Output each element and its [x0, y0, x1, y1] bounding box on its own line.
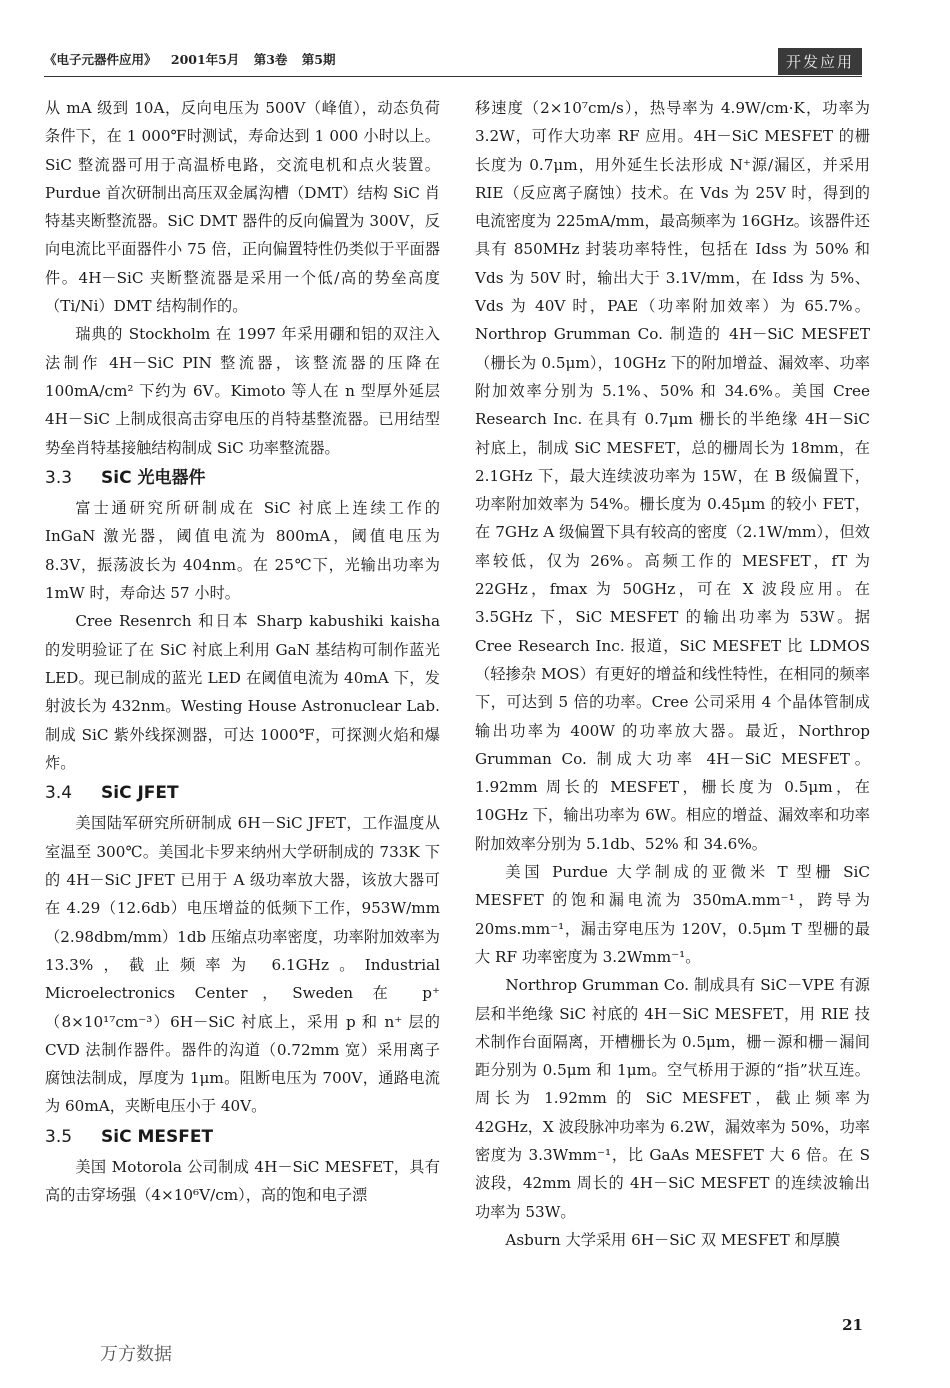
section-number: 3.3 — [45, 467, 73, 488]
paragraph: 美国 Purdue 大学制成的亚微米 T 型栅 SiC MESFET 的饱和漏电流为 350mA.mm⁻¹，跨导为 20ms.mm⁻¹，漏击穿电压为 120V，0.5μm T 型栅的最大 RF 功率密度为 3.2Wmm⁻¹。 — [475, 863, 870, 966]
watermark: 万方数据 — [100, 1344, 172, 1365]
paragraph: 美国陆军研究所研制成 6H－SiC JFET，工作温度从室温至 300℃。美国北卡罗来纳州大学研制成的 733K 下的 4H－SiC JFET 已用于 A 级功率放大器，该放大器可在 4.29（12.6db）电压增益的低频下工作，953W/mm（2.98dbm/mm）1db 压缩点功率密度，功率附加效率为 13.3%，截止频率为 6.1GHz。Industrial Microelectronics Center，Sweden 在 p⁺（8×10¹⁷cm⁻³）6H－SiC 衬底上，采用 p 和 n⁺ 层的 CVD 法制作器件。器件的沟道（0.72mm 宽）采用离子腐蚀法制成，厚度为 1μm。阻断电压为 700V，通路电流为 60mA，夹断电压小于 40V。 — [45, 814, 440, 1116]
section-tag: 开发应用 — [778, 48, 862, 75]
journal-date: 2001年5月 — [170, 52, 240, 67]
section-number: 3.4 — [45, 783, 73, 804]
left-column — [45, 94, 440, 1210]
header-rule — [44, 76, 862, 77]
paragraph: 从 mA 级到 10A，反向电压为 500V（峰值），动态负荷条件下，在 1 000℉时测试，寿命达到 1 000 小时以上。SiC 整流器可用于高温桥电路，交流电机和点火装置。Purdue 首次研制出高压双金属沟槽（DMT）结构 SiC 肖特基夹断整流器。SiC DMT 器件的反向偏置为 300V，反向电流比平面器件小 75 倍，正向偏置特性仍类似于平面器件。4H－SiC 夹断整流器是采用一个低/高的势垒高度（Ti/Ni）DMT 结构制作的。 — [45, 99, 440, 316]
section-number: 3.5 — [45, 1126, 73, 1147]
section-heading-3-5 — [45, 1121, 440, 1153]
journal-name: 《电子元器件应用》 — [44, 52, 157, 67]
paragraph: Cree Resenrch 和日本 Sharp kabushiki kaisha 的发明验证了在 SiC 衬底上利用 GaN 基结构可制作蓝光 LED。现已制成的蓝光 LED 在阈值电流为 40mA 下，发射波长为 432nm。Westing House Astronuclear Lab. 制成 SiC 紫外线探测器，可达 1000℉，可探测火焰和爆炸。 — [45, 612, 440, 772]
section-title: SiC 光电器件 — [101, 467, 206, 488]
journal-issue: 第5期 — [301, 52, 336, 67]
journal-header — [44, 50, 862, 68]
paragraph: 移速度（2×10⁷cm/s），热导率为 4.9W/cm·K，功率为 3.2W，可作大功率 RF 应用。4H－SiC MESFET 的栅长度为 0.7μm，用外延生长法形成 N⁺源/漏区，并采用 RIE（反应离子腐蚀）技术。在 Vds 为 25V 时，得到的电流密度为 225mA/mm，最高频率为 16GHz。该器件还具有 850MHz 封装功率特性，包括在 Idss 为 50% 和 Vds 为 50V 时，输出大于 3.1V/mm，在 Idss 为 5%、Vds 为 40V 时，PAE（功率附加效率）为 65.7%。Northrop Grumman Co. 制造的 4H－SiC MESFET（栅长为 0.5μm），10GHz 下的附加增益、漏效率、功率附加效率分别为 5.1%、50% 和 34.6%。美国 Cree Research Inc. 在具有 0.7μm 栅长的半绝缘 4H－SiC 衬底上，制成 SiC MESFET，总的栅周长为 18mm，在 2.1GHz 下，最大连续波功率为 15W，在 B 级偏置下，功率附加效率为 54%。栅长度为 0.45μm 的较小 FET，在 7GHz A 级偏置下具有较高的密度（2.1W/mm），但效率较低，仅为 26%。高频工作的 MESFET，fT 为 22GHz，fmax 为 50GHz，可在 X 波段应用。在 3.5GHz 下，SiC MESFET 的输出功率为 53W。据 Cree Research Inc. 报道，SiC MESFET 比 LDMOS（轻掺杂 MOS）有更好的增益和线性特性，在相同的频率下，可达到 5 倍的功率。Cree 公司采用 4 个晶体管制成输出功率为 400W 的功率放大器。最近，Northrop Grumman Co. 制成大功率 4H－SiC MESFET。1.92mm 周长的 MESFET，栅长度为 0.5μm，在 10GHz 下，输出功率为 6W。相应的增益、漏效率和功率附加效率分别为 5.1db、52% 和 34.6%。 — [475, 99, 870, 853]
section-title: SiC MESFET — [101, 1126, 214, 1147]
paragraph: Asburn 大学采用 6H－SiC 双 MESFET 和厚膜 — [505, 1230, 841, 1249]
section-title: SiC JFET — [101, 783, 179, 804]
right-column — [475, 94, 870, 1254]
paragraph: 富士通研究所研制成在 SiC 衬底上连续工作的 InGaN 激光器，阈值电流为 800mA，阈值电压为 8.3V，振荡波长为 404nm。在 25℃下，光输出功率为 1mW 时，寿命达 57 小时。 — [45, 499, 440, 603]
journal-volume: 第3卷 — [253, 52, 288, 67]
section-heading-3-4 — [45, 777, 440, 809]
paragraph: 瑞典的 Stockholm 在 1997 年采用硼和铝的双注入法制作 4H－SiC PIN 整流器，该整流器的压降在 100mA/cm² 下约为 6V。Kimoto 等人在 n 型厚外延层 4H－SiC 上制成很高击穿电压的肖特基整流器。已用结型势垒肖特基接触结构制成 SiC 功率整流器。 — [45, 325, 440, 457]
section-heading-3-3 — [45, 462, 440, 494]
paragraph: 美国 Motorola 公司制成 4H－SiC MESFET，具有高的击穿场强（4×10⁶V/cm），高的饱和电子漂 — [45, 1157, 440, 1205]
page-number: 21 — [842, 1316, 863, 1334]
paragraph: Northrop Grumman Co. 制成具有 SiC－VPE 有源层和半绝缘 SiC 衬底的 4H－SiC MESFET，用 RIE 技术制作台面隔离，开槽栅长为 0.5μm，栅－源和栅－漏间距分别为 0.5μm 和 1μm。空气桥用于源的“指”状互连。周长为 1.92mm 的 SiC MESFET，截止频率为 42GHz，X 波段脉冲功率为 6.2W，漏效率为 50%，功率密度为 3.3Wmm⁻¹，比 GaAs MESFET 大 6 倍。在 S 波段，42mm 周长的 4H－SiC MESFET 的连续波输出功率为 53W。 — [475, 976, 870, 1221]
